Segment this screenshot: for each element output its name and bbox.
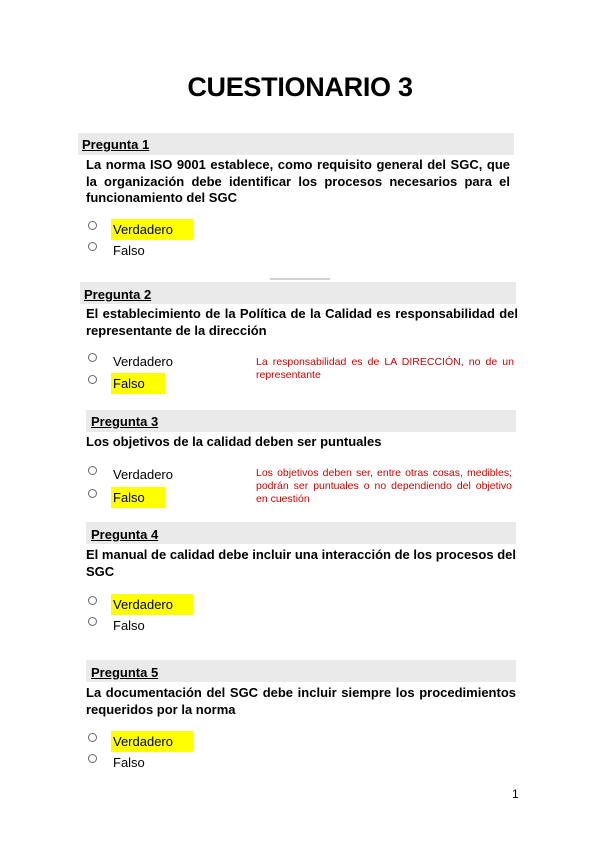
option-label: Verdadero xyxy=(111,594,193,615)
option-verdadero[interactable] xyxy=(88,352,176,371)
radio-button[interactable] xyxy=(88,754,97,763)
divider xyxy=(270,278,330,280)
radio-button[interactable] xyxy=(88,466,97,475)
option-verdadero[interactable] xyxy=(88,731,193,752)
option-label: Falso xyxy=(111,487,165,508)
question-label: Pregunta 5 xyxy=(91,665,159,680)
option-falso[interactable] xyxy=(88,241,148,260)
option-label: Verdadero xyxy=(113,467,173,482)
question-text: La documentación del SGC debe incluir siempre los procedimientos requeridos por la norma xyxy=(86,685,516,717)
question-text: El establecimiento de la Política de la Calidad es responsabilidad del representante de la dirección xyxy=(86,306,518,338)
option-label: Falso xyxy=(111,373,165,394)
question-label: Pregunta 3 xyxy=(91,414,159,429)
answer-note: Los objetivos deben ser, entre otras cosas, medibles; podrán ser puntuales o no dependiendo del objetivo en cuestión xyxy=(256,467,512,505)
question-text: La norma ISO 9001 establece, como requisito general del SGC, que la organización debe identificar los procesos necesarios para el funcionamiento del SGC xyxy=(86,157,510,205)
page-number: 1 xyxy=(512,787,519,801)
option-falso[interactable] xyxy=(88,616,148,635)
question-label: Pregunta 4 xyxy=(91,527,159,542)
option-label: Falso xyxy=(113,755,145,770)
radio-button[interactable] xyxy=(88,733,97,742)
radio-button[interactable] xyxy=(88,375,97,384)
radio-button[interactable] xyxy=(88,617,97,626)
option-label: Verdadero xyxy=(111,219,193,240)
option-label: Verdadero xyxy=(111,731,193,752)
radio-button[interactable] xyxy=(88,596,97,605)
option-verdadero[interactable] xyxy=(88,465,176,484)
option-label: Falso xyxy=(113,243,145,258)
question-text: El manual de calidad debe incluir una interacción de los procesos del SGC xyxy=(86,547,516,579)
question-text: Los objetivos de la calidad deben ser puntuales xyxy=(86,434,382,449)
page-title: CUESTIONARIO 3 xyxy=(187,72,413,102)
question-label: Pregunta 1 xyxy=(82,137,150,152)
option-label: Verdadero xyxy=(113,354,173,369)
radio-button[interactable] xyxy=(88,489,97,498)
option-falso[interactable] xyxy=(88,753,148,772)
radio-button[interactable] xyxy=(88,353,97,362)
option-label: Falso xyxy=(113,618,145,633)
option-falso[interactable] xyxy=(88,373,165,394)
radio-button[interactable] xyxy=(88,242,97,251)
option-falso[interactable] xyxy=(88,487,165,508)
answer-note: La responsabilidad es de LA DIRECCIÓN, no de un representante xyxy=(256,356,514,381)
radio-button[interactable] xyxy=(88,221,97,230)
question-label: Pregunta 2 xyxy=(84,287,152,302)
option-verdadero[interactable] xyxy=(88,594,193,615)
option-verdadero[interactable] xyxy=(88,219,193,240)
